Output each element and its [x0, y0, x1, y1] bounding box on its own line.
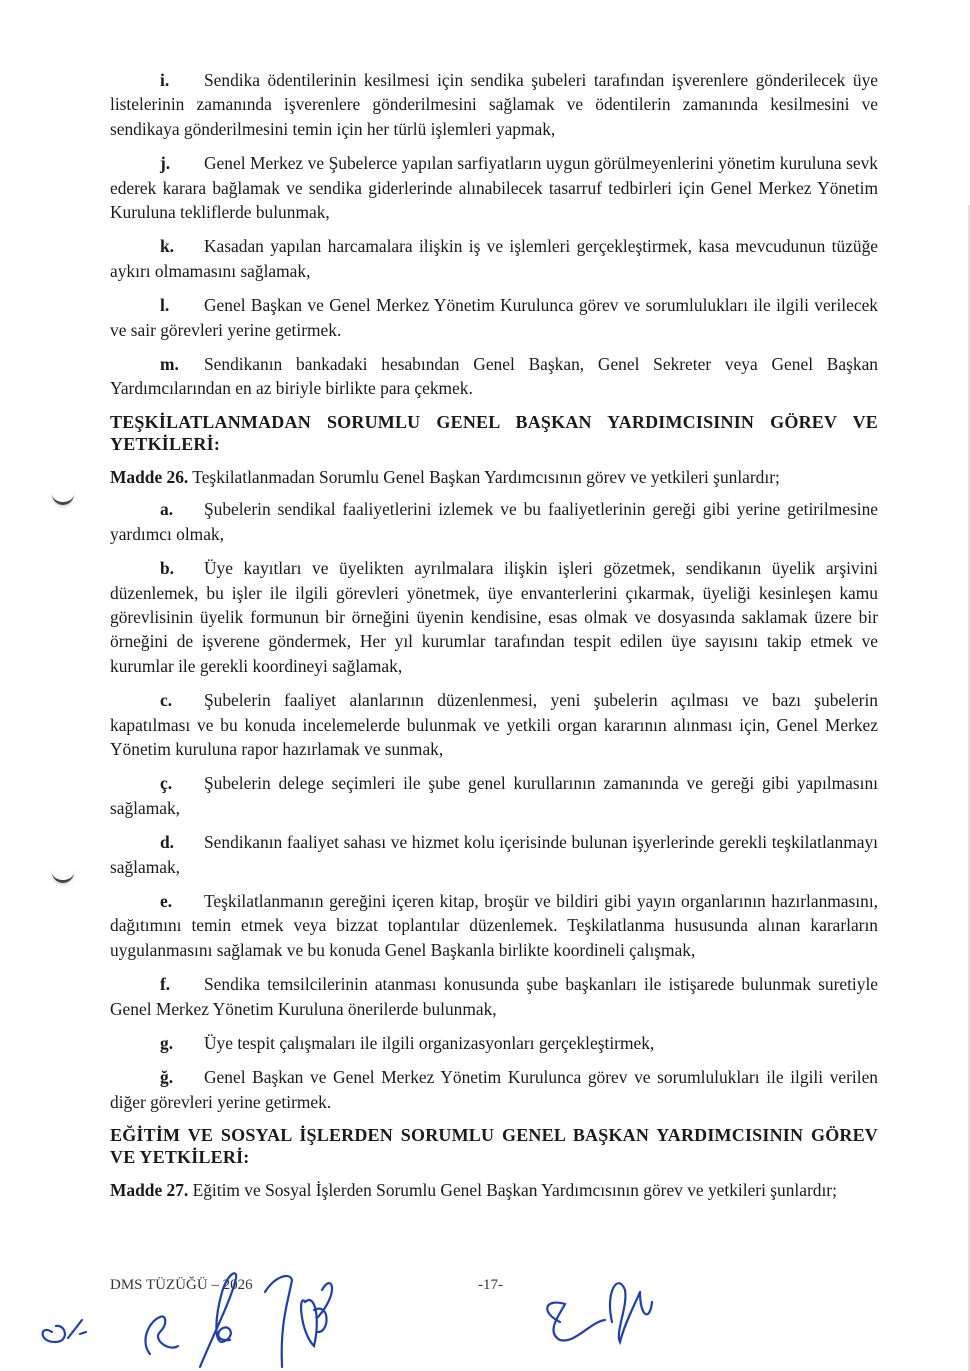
- list-item-g: [110, 1031, 878, 1055]
- article-26: [110, 465, 878, 489]
- item-text: Şubelerin faaliyet alanlarının düzenlenmesi, yeni şubelerin açılması ve bazı şubelerin kapatılması ve bu konuda incelemelerde bulunmak ve yetkili organ kararının alınması için, Genel Merkez Yönetim kuruluna rapor hazırlamak ve sunmak,: [110, 690, 878, 759]
- item-label: c.: [160, 690, 173, 711]
- signature-4-icon: [265, 1276, 332, 1367]
- item-text: Şubelerin sendikal faaliyetlerini izlemek ve bu faaliyetlerinin gereği gibi yerine getirilmesine yardımcı olmak,: [110, 499, 878, 544]
- item-label: k.: [160, 236, 175, 257]
- punch-hole-icon: [52, 490, 74, 505]
- item-text: Üye kayıtları ve üyelikten ayrılmalara ilişkin işleri gözetmek, sendikanın üyelik arşivini düzenlemek, bu işler ile ilgili görevleri yönetmek, üye envanterlerini çıkarmak, üyeliği kesinleşen kamu görevlisinin üyelik formunun bir örneğini üyenin kendisine, esas olmak ve dosyasında saklamak üzere bir örneğini de işverene göndermek, Her yıl kurumlar tarafından tespit edilen üye sayısını takip etmek ve kurumlar ile gerekli koordineyi sağlamak,: [110, 558, 878, 676]
- article-number: Madde 27.: [110, 1180, 189, 1201]
- item-label: g.: [160, 1033, 174, 1053]
- item-text: Sendikanın faaliyet sahası ve hizmet kolu içerisinde bulunan işyerlerinde gerekli teşkilatlanmayı sağlamak,: [110, 832, 878, 877]
- article-text: Teşkilatlanmadan Sorumlu Genel Başkan Yardımcısının görev ve yetkileri şunlardır;: [188, 466, 780, 487]
- item-text: Sendika temsilcilerinin atanması konusunda şube başkanları ile istişarede bulunmak suretiyle Genel Merkez Yönetim Kuruluna önerilerde bulunmak,: [110, 974, 878, 1019]
- list-item-g-breve: [110, 1065, 878, 1114]
- list-item-k: [110, 234, 878, 283]
- signature-1-icon: [43, 1320, 86, 1342]
- item-label: j.: [160, 153, 171, 174]
- list-item-d: [110, 830, 878, 879]
- item-label: ç.: [160, 773, 173, 794]
- item-label: e.: [160, 890, 173, 911]
- section-heading-27: EĞİTİM VE SOSYAL İŞLERDEN SORUMLU GENEL BAŞKAN YARDIMCISININ GÖREV VE YETKİLERİ:: [110, 1125, 878, 1168]
- punch-hole-icon: [52, 868, 74, 883]
- item-label: i.: [160, 70, 170, 90]
- list-item-j: [110, 151, 878, 224]
- list-item-c: [110, 688, 878, 761]
- item-text: Şubelerin delege seçimleri ile şube genel kurullarının zamanında ve gereği gibi yapılmasını sağlamak,: [110, 773, 878, 818]
- article-text: Eğitim ve Sosyal İşlerden Sorumlu Genel Başkan Yardımcısının görev ve yetkileri şunlardır;: [188, 1180, 837, 1201]
- item-text: Teşkilatlanmanın gereğini içeren kitap, broşür ve bildiri gibi yayın organlarının hazırlanmasını, dağıtımını temin etmek veya bizzat toplantılar düzenlemek. Teşkilatlanma hususunda alınan kararların uygulanmasını sağlamak ve bu konuda Genel Başkanla birlikte koordineli çalışmak,: [110, 890, 878, 960]
- signature-5-icon: [547, 1283, 652, 1342]
- signature-3-icon: [200, 1273, 236, 1367]
- document-body: [110, 68, 878, 1211]
- signature-2-icon: [145, 1316, 178, 1354]
- list-item-m: [110, 352, 878, 401]
- item-label: m.: [160, 354, 179, 375]
- signatures: [0, 1262, 970, 1371]
- list-item-f: [110, 972, 878, 1021]
- item-text: Üye tespit çalışmaları ile ilgili organizasyonları gerçekleştirmek,: [204, 1033, 655, 1053]
- item-text: Genel Başkan ve Genel Merkez Yönetim Kurulunca görev ve sorumlulukları ile ilgili verilecek ve sair görevleri yerine getirmek.: [110, 295, 878, 340]
- footer-title: DMS TÜZÜĞÜ – 2026: [110, 1277, 253, 1293]
- list-item-c-cedilla: [110, 771, 878, 820]
- page-number: -17-: [478, 1277, 503, 1293]
- list-item-e: [110, 889, 878, 962]
- item-text: Sendika ödentilerinin kesilmesi için sendika şubeleri tarafından işverenlere gönderilecek üye listelerinin zamanında işverenlere gönderilmesini sağlamak ve ödentilerin zamanında kesilmesini ve sendikaya gönderilmesini temin için her türlü işlemleri yapmak,: [110, 70, 878, 139]
- item-label: ğ.: [160, 1067, 174, 1088]
- article-27: [110, 1178, 878, 1202]
- item-label: f.: [160, 974, 171, 995]
- list-item-l: [110, 293, 878, 342]
- item-text: Genel Başkan ve Genel Merkez Yönetim Kurulunca görev ve sorumlulukları ile ilgili verilen diğer görevleri yerine getirmek.: [110, 1067, 878, 1112]
- list-item-b: [110, 556, 878, 678]
- item-text: Sendikanın bankadaki hesabından Genel Başkan, Genel Sekreter veya Genel Başkan Yardımcılarından en az biriyle birlikte para çekmek.: [110, 354, 878, 399]
- item-label: b.: [160, 558, 175, 579]
- item-label: l.: [160, 295, 170, 316]
- list-item-i: [110, 68, 878, 141]
- list-item-a: [110, 497, 878, 546]
- item-label: d.: [160, 832, 175, 853]
- article-number: Madde 26.: [110, 466, 189, 487]
- item-text: Genel Merkez ve Şubelerce yapılan sarfiyatların uygun görülmeyenlerini yönetim kuruluna sevk ederek karara bağlamak ve sendika giderlerinde alınabilecek tasarruf tedbirleri için Genel Merkez Yönetim Kuruluna tekliflerde bulunmak,: [110, 153, 878, 223]
- section-heading-26: TEŞKİLATLANMADAN SORUMLU GENEL BAŞKAN YARDIMCISININ GÖREV VE YETKİLERİ:: [110, 411, 878, 454]
- item-text: Kasadan yapılan harcamalara ilişkin iş ve işlemleri gerçekleştirmek, kasa mevcudunun tüzüğe aykırı olmamasını sağlamak,: [110, 236, 878, 281]
- item-label: a.: [160, 499, 174, 520]
